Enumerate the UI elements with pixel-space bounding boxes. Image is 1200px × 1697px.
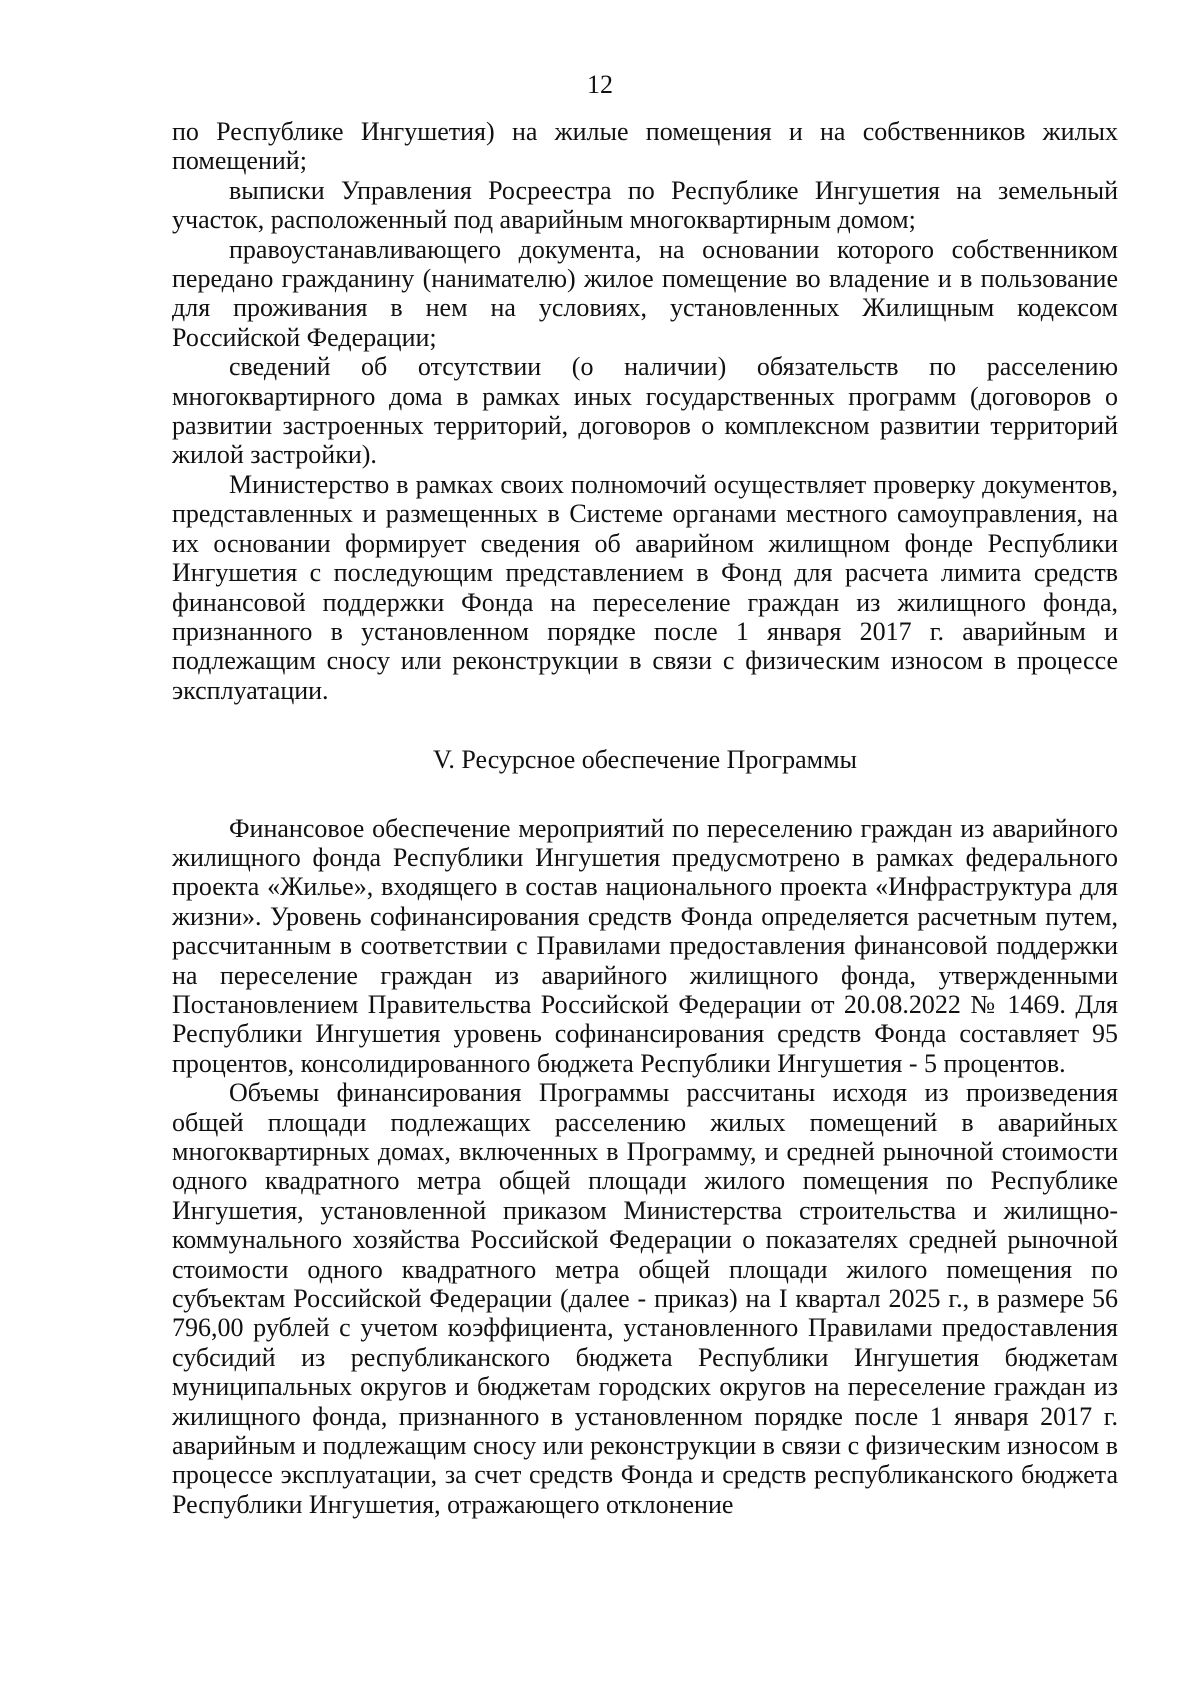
paragraph-rosreestr-extract: выписки Управления Росреестра по Республике Ингушетия на земельный участок, расположенный под аварийным многоквартирным домом; — [172, 175, 1118, 235]
paragraph-financial-support: Финансовое обеспечение мероприятий по переселению граждан из аварийного жилищного фонда Республики Ингушетия предусмотрено в рамках федерального проекта «Жилье», входящего в состав национального проекта «Инфраструктура для жизни». Уровень софинансирования средств Фонда определяется расчетным путем, рассчитанным в соответствии с Правилами предоставления финансовой поддержки на переселение граждан из аварийного жилищного фонда, утвержденными Постановлением Правительства Российской Федерации от 20.08.2022 № 1469. Для Республики Ингушетия уровень софинансирования средств Фонда составляет 95 процентов, консолидированного бюджета Республики Ингушетия - 5 процентов. — [172, 813, 1118, 1078]
paragraph-continuation: по Республике Ингушетия) на жилые помещения и на собственников жилых помещений; — [172, 117, 1118, 176]
section-heading: V. Ресурсное обеспечение Программы — [433, 745, 857, 775]
paragraphs-before-heading — [172, 117, 1118, 705]
paragraph-obligations-info: сведений об отсутствии (о наличии) обязательств по расселению многоквартирного дома в рамках иных государственных программ (договоров о развитии застроенных территорий, договоров о комплексном развитии территорий жилой застройки). — [172, 352, 1118, 470]
paragraph-financing-volumes: Объемы финансирования Программы рассчитаны исходя из произведения общей площади подлежащих расселению жилых помещений в аварийных многоквартирных домах, включенных в Программу, и средней рыночной стоимости одного квадратного метра общей площади жилого помещения по Республике Ингушетия, установленной приказом Министерства строительства и жилищно-коммунального хозяйства Российской Федерации о показателях средней рыночной стоимости одного квадратного метра общей площади жилого помещения по субъектам Российской Федерации (далее - приказ) на I квартал 2025 г., в размере 56 796,00 рублей с учетом коэффициента, установленного Правилами предоставления субсидий из республиканского бюджета Республики Ингушетия бюджетам муниципальных округов и бюджетам городских округов на переселение граждан из жилищного фонда, признанного в установленном порядке после 1 января 2017 г. аварийным и подлежащим сносу или реконструкции в связи с физическим износом в процессе эксплуатации, за счет средств Фонда и средств республиканского бюджета Республики Ингушетия, отражающего отклонение — [172, 1078, 1118, 1519]
paragraph-ministry-check: Министерство в рамках своих полномочий осуществляет проверку документов, представленных и размещенных в Системе органами местного самоуправления, на их основании формирует сведения об аварийном жилищном фонде Республики Ингушетия с последующим представлением в Фонд для расчета лимита средств финансовой поддержки Фонда на переселение граждан из жилищного фонда, признанного в установленном порядке после 1 января 2017 г. аварийным и подлежащим сносу или реконструкции в связи с физическим износом в процессе эксплуатации. — [172, 469, 1118, 705]
paragraphs-after-heading — [172, 814, 1118, 1520]
paragraph-title-document: правоустанавливающего документа, на основании которого собственником передано гражданину (нанимателю) жилое помещение во владение и в пользование для проживания в нем на условиях, установленных Жилищным кодексом Российской Федерации; — [172, 234, 1118, 352]
document-body — [172, 117, 1118, 1519]
page-number: 12 — [587, 70, 613, 99]
